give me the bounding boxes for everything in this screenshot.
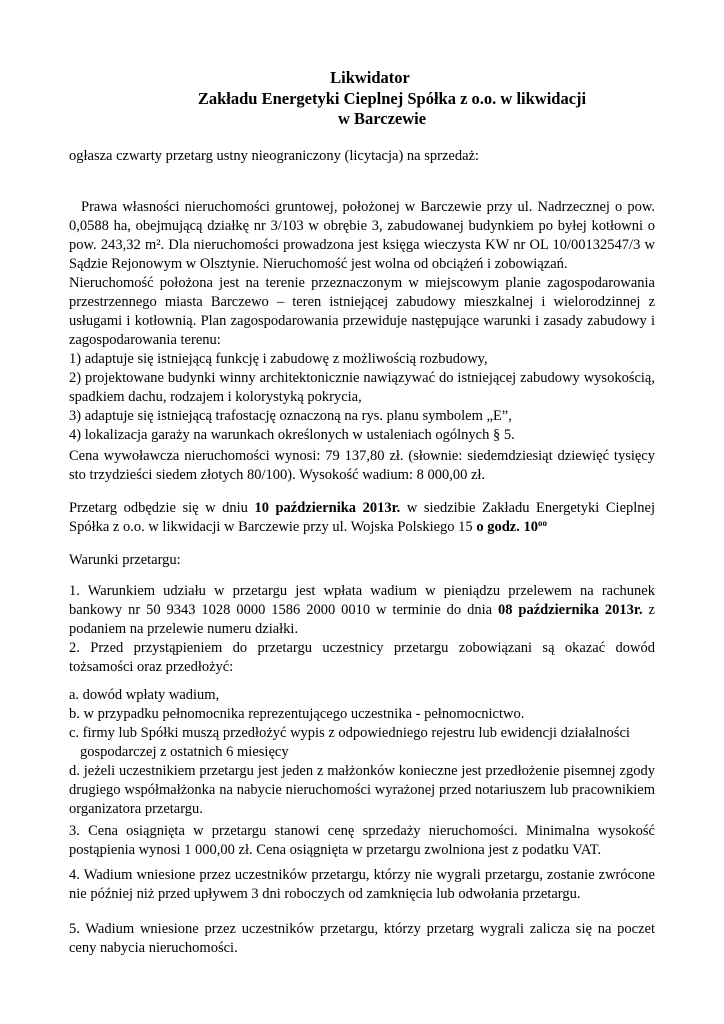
plan-item-4: 4) lokalizacja garaży na warunkach określonych w ustaleniach ogólnych § 5. <box>69 427 515 443</box>
auction-time <box>476 519 547 535</box>
condition-1-text-b: z podaniem na przelewie numeru działki. <box>69 602 655 637</box>
plan-item-2: 2) projektowane budynki winny architektonicznie nawiązywać do istniejącej zabudowy wysokością, spadkiem dachu, rodzajem i kolorystyką pokrycia, <box>69 370 655 405</box>
doc-item-d: d. jeżeli uczestnikiem przetargu jest jeden z małżonków konieczne jest przedłożenie pisemnej zgody drugiego współmałżonka na nabycie nieruchomości wyrażonej przed notariuszem lub pracownikiem organizatora przetargu. <box>69 763 655 817</box>
auction-time-text: o godz. 10 <box>476 519 538 535</box>
condition-4: 4. Wadium wniesione przez uczestników przetargu, którzy nie wygrali przetargu, zostanie zwrócone nie później niż przed upływem 3 dni roboczych od zamknięcia lub odwołania przetargu. <box>69 867 655 902</box>
condition-5: 5. Wadium wniesione przez uczestników przetargu, którzy przetarg wygrali zalicza się na poczet ceny nabycia nieruchomości. <box>69 921 655 956</box>
property-paragraph-1: Prawa własności nieruchomości gruntowej, położonej w Barczewie przy ul. Nadrzecznej o pow. 0,0588 ha, obejmującą działkę nr 3/103 w obrębie 3, zabudowanej budynkiem po byłej kotłowni o pow. 243,32 m². Dla nieruchomości prowadzona jest księga wieczysta KW nr OL 10/00132547/3 w Sądzie Rejonowym w Olsztynie. Nieruchomość jest wolna od obciążeń i zobowiązań. <box>69 199 655 272</box>
conditions-title: Warunki przetargu: <box>69 552 181 568</box>
condition-1 <box>69 582 655 639</box>
doc-item-a: a. dowód wpłaty wadium, <box>69 687 220 703</box>
header-company: Zakładu Energetyki Cieplnej Spółka z o.o. w likwidacji <box>197 88 587 108</box>
condition-2: 2. Przed przystąpieniem do przetargu uczestnicy przetargu zobowiązani są okazać dowód tożsamości oraz przedłożyć: <box>69 640 655 675</box>
plan-item-1: 1) adaptuje się istniejącą funkcję i zabudowę z możliwością rozbudowy, <box>69 351 488 367</box>
header-liquidator: Likwidator <box>330 68 410 87</box>
intro-text: ogłasza czwarty przetarg ustny nieograniczony (licytacja) na sprzedaż: <box>69 148 479 164</box>
property-description <box>69 198 655 445</box>
condition-3: 3. Cena osiągnięta w przetargu stanowi cenę sprzedaży nieruchomości. Minimalna wysokość postąpienia wynosi 1 000,00 zł. Cena osiągnięta w przetargu zwolniona jest z podatku VAT. <box>69 823 655 858</box>
condition-1-text-a: 1. Warunkiem udziału w przetargu jest wpłata wadium w pieniądzu przelewem na rachunek bankowy nr 50 9343 1028 0000 1586 2000 0010 w terminie do dnia <box>69 583 655 618</box>
auction-time-minutes: oo <box>537 518 547 528</box>
auction-date: 10 października 2013r. <box>254 500 401 516</box>
property-paragraph-2: Nieruchomość położona jest na terenie przeznaczonym w miejscowym planie zagospodarowania przestrzennego miasta Barczewo – teren istniejącej zabudowy mieszkalnej i wielorodzinnej z usługami i kotłownią. Plan zagospodarowania przewiduje następujące warunki i zasady zabudowy i zagospodarowania terenu: <box>69 275 655 348</box>
announcement-header <box>0 68 724 130</box>
deposit-deadline: 08 października 2013r. <box>497 602 643 618</box>
header-location: w Barczewie <box>337 109 427 128</box>
doc-item-c-continued: gospodarczej z ostatnich 6 miesięcy <box>80 744 289 760</box>
doc-item-c: c. firmy lub Spółki muszą przedłożyć wypis z odpowiedniego rejestru lub ewidencji działalności <box>69 725 630 741</box>
auction-text-b: w siedzibie Zakładu Energetyki Cieplnej Spółka z o.o. w likwidacji w Barczewie przy ul. Wojska Polskiego 15 <box>69 500 655 535</box>
plan-item-3: 3) adaptuje się istniejącą trafostację oznaczoną na rys. planu symbolem „E”, <box>69 408 512 424</box>
conditions-block <box>69 582 655 677</box>
auction-paragraph <box>69 499 655 537</box>
required-documents <box>69 686 655 819</box>
doc-item-b: b. w przypadku pełnomocnika reprezentującego uczestnika - pełnomocnictwo. <box>69 706 525 722</box>
auction-text-a: Przetarg odbędzie się w dniu <box>69 500 255 516</box>
price-paragraph: Cena wywoławcza nieruchomości wynosi: 79 137,80 zł. (słownie: siedemdziesiąt dziewięć tysięcy sto trzydzieści siedem złotych 80/100). Wysokość wadium: 8 000,00 zł. <box>69 448 655 483</box>
